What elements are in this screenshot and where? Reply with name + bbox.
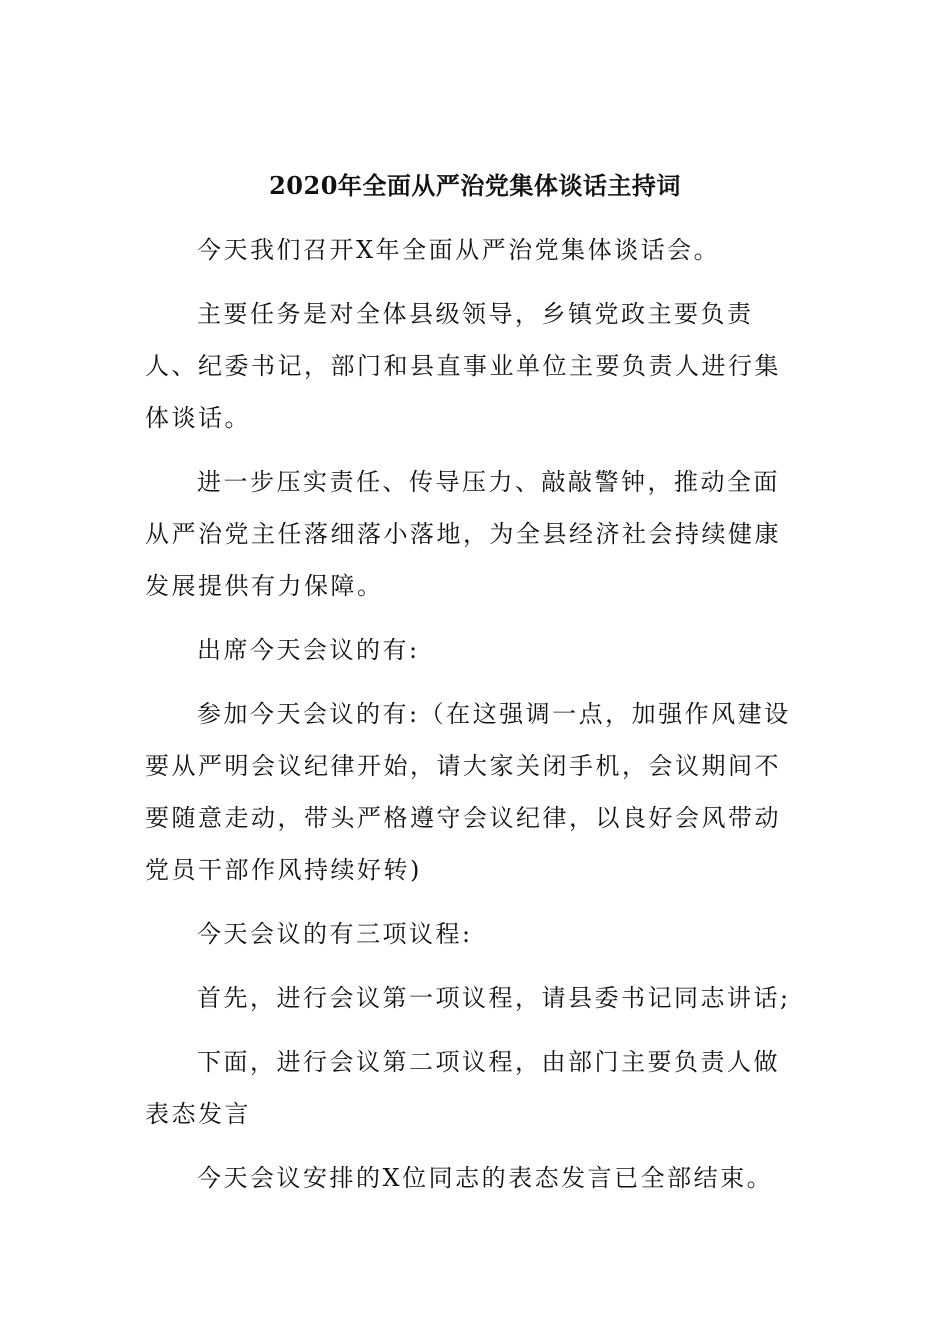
document-body	[145, 224, 805, 1216]
paragraph-agenda: 今天会议的有三项议程:	[197, 920, 473, 948]
document-title: 2020年全面从严治党集体谈话主持词	[269, 171, 681, 200]
paragraph-agenda-item-1: 首先，进行会议第一项议程，请县委书记同志讲话;	[197, 984, 791, 1012]
paragraph-agenda-item-2: 下面，进行会议第二项议程，由部门主要负责人做表态发言	[145, 1048, 780, 1128]
paragraph-participants: 参加今天会议的有:（在这强调一点，加强作风建设要从严明会议纪律开始，请大家关闭手机，会议期间不要随意走动，带头严格遵守会议纪律，以良好会风带动党员干部作风持续好转)	[145, 700, 791, 884]
paragraph-opening: 今天我们召开X年全面从严治党集体谈话会。	[197, 236, 721, 264]
paragraph-main-task: 主要任务是对全体县级领导，乡镇党政主要负责人、纪委书记，部门和县直事业单位主要负责人进行集体谈话。	[145, 300, 781, 432]
paragraph-purpose: 进一步压实责任、传导压力、敲敲警钟，推动全面从严治党主任落细落小落地，为全县经济社会持续健康发展提供有力保障。	[145, 468, 781, 600]
paragraph-attendees: 出席今天会议的有:	[197, 636, 420, 664]
paragraph-closing: 今天会议安排的X位同志的表态发言已全部结束。	[197, 1164, 774, 1192]
